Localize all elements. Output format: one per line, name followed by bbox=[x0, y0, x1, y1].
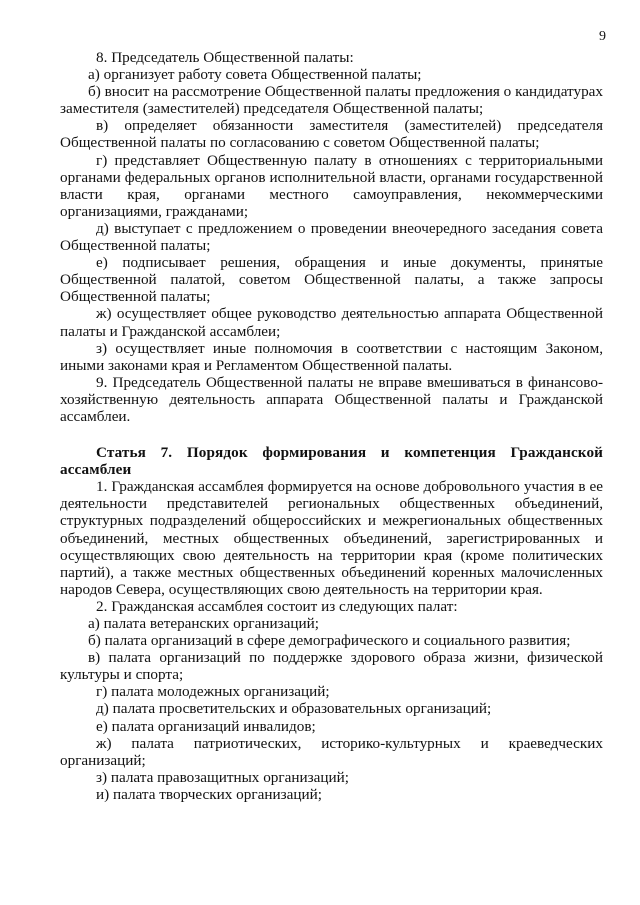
document-body bbox=[60, 49, 603, 803]
paragraph: 1. Гражданская ассамблея формируется на основе добровольного участия в ее деятельности представителей региональных общественных объединений, структурных подразделений общероссийских и межрегиональных общественных объединений, местных общественных объединений, зарегистрированных и осуществляющих свою деятельность на территории края (кроме политических партий), а также местных общественных объединений коренных малочисленных народов Севера, осуществляющих свою деятельность на территории края. bbox=[60, 478, 603, 598]
list-item: в) палата организаций по поддержке здорового образа жизни, физической культуры и спорта; bbox=[60, 649, 603, 684]
paragraph: в) определяет обязанности заместителя (заместителей) председателя Общественной палаты по согласованию с советом Общественной палаты; bbox=[60, 117, 603, 152]
page-number: 9 bbox=[599, 29, 606, 44]
list-item: и) палата творческих организаций; bbox=[96, 785, 322, 803]
paragraph: 9. Председатель Общественной палаты не вправе вмешиваться в финансово-хозяйственную деятельность аппарата Общественной палаты и Гражданской ассамблеи. bbox=[60, 373, 603, 425]
list-item: б) палата организаций в сфере демографического и социального развития; bbox=[88, 632, 571, 650]
article-heading: Статья 7. Порядок формирования и компетенция Гражданской ассамблеи bbox=[60, 444, 603, 479]
paragraph: з) осуществляет иные полномочия в соответствии с настоящим Законом, иными законами края и Регламентом Общественной палаты. bbox=[60, 339, 603, 374]
list-item: з) палата правозащитных организаций; bbox=[96, 768, 349, 786]
paragraph: ж) осуществляет общее руководство деятельностью аппарата Общественной палаты и Гражданской ассамблеи; bbox=[60, 305, 603, 340]
list-item: е) палата организаций инвалидов; bbox=[96, 717, 316, 735]
paragraph: г) представляет Общественную палату в отношениях с территориальными органами федеральных органов исполнительной власти, органами государственной власти края, органами местного самоуправления, некоммерческими организациями, гражданами; bbox=[60, 151, 603, 220]
paragraph: б) вносит на рассмотрение Общественной палаты предложения о кандидатурах заместителя (заместителей) председателя Общественной палаты; bbox=[60, 83, 603, 118]
paragraph: 8. Председатель Общественной палаты: bbox=[96, 49, 354, 66]
list-item: д) палата просветительских и образовательных организаций; bbox=[96, 700, 492, 718]
paragraph: е) подписывает решения, обращения и иные документы, принятые Общественной палатой, советом Общественной палаты, а также запросы Общественной палаты; bbox=[60, 254, 603, 306]
list-item: г) палата молодежных организаций; bbox=[96, 683, 330, 701]
list-item: а) палата ветеранских организаций; bbox=[88, 615, 319, 632]
paragraph: д) выступает с предложением о проведении внеочередного заседания совета Общественной палаты; bbox=[60, 219, 603, 255]
paragraph: 2. Гражданская ассамблея состоит из следующих палат: bbox=[96, 597, 458, 615]
list-item: ж) палата патриотических, историко-культурных и краеведческих организаций; bbox=[60, 734, 603, 769]
paragraph: а) организует работу совета Общественной палаты; bbox=[88, 66, 422, 84]
